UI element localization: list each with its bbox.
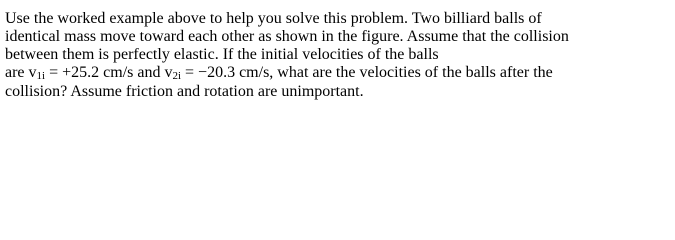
problem-line-2: identical mass move toward each other as shown in the figure. Assume that the collision <box>5 28 569 45</box>
problem-line-5: collision? Assume friction and rotation are unimportant. <box>5 83 364 100</box>
v2-value: = −20.3 cm/s, what are the velocities of the balls after the <box>181 64 553 81</box>
problem-line-4 <box>5 64 670 83</box>
v2-subscript: 2i <box>172 70 182 82</box>
problem-line-3: between them is perfectly elastic. If the initial velocities of the balls <box>5 46 439 63</box>
v1-value: = +25.2 cm/s and v <box>45 64 173 81</box>
problem-text <box>5 10 670 101</box>
problem-line-1: Use the worked example above to help you solve this problem. Two billiard balls of <box>5 10 542 27</box>
line-4-prefix: are v <box>5 64 37 81</box>
v1-subscript: 1i <box>36 70 46 82</box>
